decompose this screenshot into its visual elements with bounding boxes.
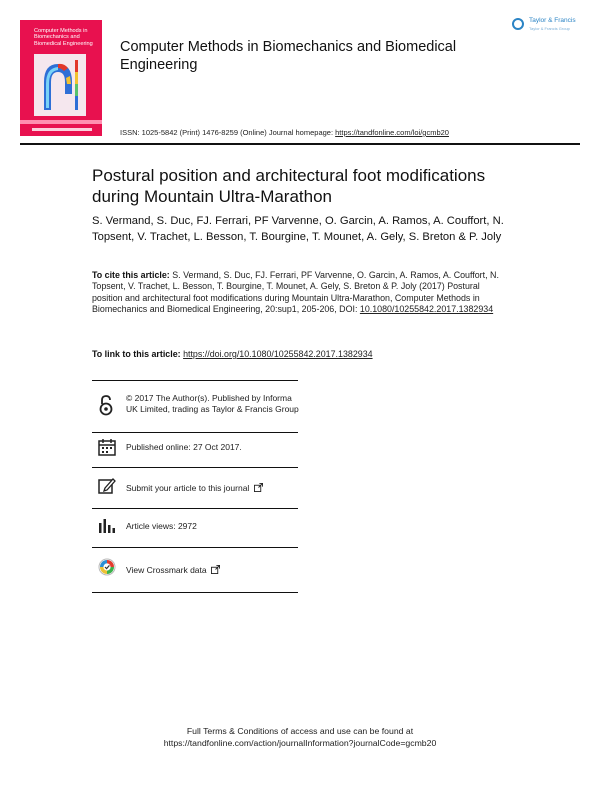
license-text: © 2017 The Author(s). Published by Informa UK Limited, trading as Taylor & Francis Group xyxy=(126,393,299,414)
citation-doi-link[interactable]: 10.1080/10255842.2017.1382934 xyxy=(359,304,494,315)
submit-article-text: Submit your article to this journal xyxy=(126,483,250,493)
submit-article-link[interactable] xyxy=(126,483,302,494)
artery-model-graphic xyxy=(34,54,86,116)
external-link-icon xyxy=(254,483,263,492)
open-access-icon xyxy=(98,395,116,413)
citation-label: To cite this article: xyxy=(92,270,170,280)
article-link-block xyxy=(92,349,512,359)
crossmark-row[interactable] xyxy=(92,558,302,580)
article-title: Postural position and architectural foot modifications during Mountain Ultra-Marathon xyxy=(92,166,486,206)
publisher-subname: Taylor & Francis Group xyxy=(529,26,570,31)
info-divider xyxy=(92,592,298,593)
article-doi-link[interactable]: https://doi.org/10.1080/10255842.2017.1382934 xyxy=(183,349,373,359)
terms-url[interactable]: https://tandfonline.com/action/journalInformation?journalCode=gcmb20 xyxy=(163,737,437,748)
crossmark-icon xyxy=(98,558,116,576)
journal-cover xyxy=(20,20,102,136)
cover-footer-strip xyxy=(32,128,92,131)
cover-illustration xyxy=(34,54,86,116)
info-divider xyxy=(92,432,298,433)
citation-block xyxy=(92,270,512,316)
info-divider xyxy=(92,467,298,468)
published-row xyxy=(92,438,302,460)
crossmark-text: View Crossmark data xyxy=(126,565,207,575)
bar-chart-icon xyxy=(98,516,116,534)
view-crossmark-link[interactable] xyxy=(126,565,302,576)
issn-text: ISSN: 1025-5842 (Print) 1476-8259 (Online) Journal homepage: xyxy=(120,128,336,137)
author-list: S. Vermand, S. Duc, FJ. Ferrari, PF Varvenne, O. Garcin, A. Ramos, A. Couffort, N. Topsent, V. Trachet, L. Besson, T. Bourgine, T. Mounet, A. Gely, S. Breton & P. Joly xyxy=(92,215,504,243)
terms-footer xyxy=(0,726,600,749)
article-views: Article views: 2972 xyxy=(126,521,197,531)
info-divider xyxy=(92,547,298,548)
external-link-icon xyxy=(211,565,220,574)
publisher-logo[interactable] xyxy=(512,16,584,38)
info-divider xyxy=(92,508,298,509)
cover-band xyxy=(20,120,102,124)
terms-text: Full Terms & Conditions of access and use can be found at xyxy=(186,726,414,736)
taylor-francis-logo-icon xyxy=(512,18,524,30)
published-date: Published online: 27 Oct 2017. xyxy=(126,442,242,452)
journal-homepage-link[interactable]: https://tandfonline.com/loi/gcmb20 xyxy=(335,128,449,137)
license-row xyxy=(92,393,302,429)
calendar-icon xyxy=(98,438,116,456)
issn-line xyxy=(120,128,449,137)
edit-icon xyxy=(98,477,116,495)
submit-row[interactable] xyxy=(92,477,302,499)
citation-text: S. Vermand, S. Duc, FJ. Ferrari, PF Varvenne, O. Garcin, A. Ramos, A. Couffort, N. Topsent, V. Trachet, L. Besson, T. Bourgine, T. Mounet, A. Gely, S. Breton & P. Joly (2017) Postural position and architectural foot modifications during Mountain Ultra-Marathon, Computer Methods in Biomechanics and Biomedical Engineering, 20:sup1, 205-206, DOI: xyxy=(92,270,499,315)
views-row[interactable] xyxy=(92,516,302,538)
info-divider xyxy=(92,380,298,381)
link-label: To link to this article: xyxy=(92,349,184,359)
journal-title: Computer Methods in Biomechanics and Biomedical Engineering xyxy=(120,39,457,73)
header-divider xyxy=(20,143,580,145)
publisher-name: Taylor & Francis xyxy=(529,17,576,24)
cover-title: Computer Methods in Biomechanics and Biomedical Engineering xyxy=(34,28,93,47)
